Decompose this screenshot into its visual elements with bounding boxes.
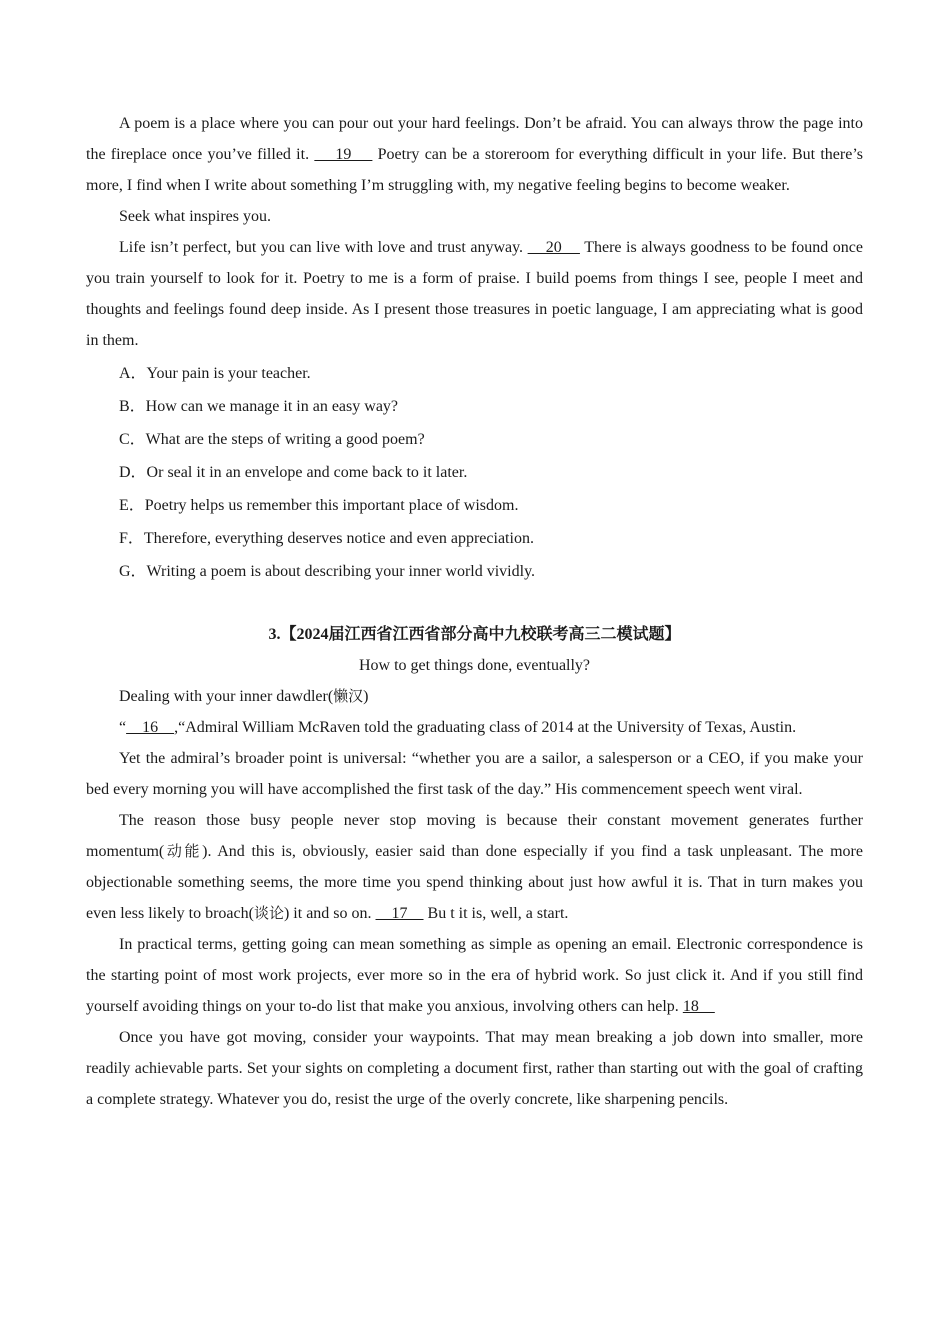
paragraph-subheading-inspires: Seek what inspires you. [119, 208, 271, 225]
document-page [86, 108, 863, 1115]
paragraph-dawdler [86, 681, 863, 712]
paragraph-poem-feelings [86, 108, 863, 201]
option-b: B．How can we manage it in an easy way? [119, 398, 399, 415]
paragraph-yet-admiral: Yet the admiral’s broader point is universal: “whether you are a sailor, a salesperson or a CEO, if you make your bed every morning you will have accomplished the first task of the day.” His commencement speech went viral. [86, 750, 863, 798]
section-spacer [86, 588, 863, 619]
text: ) it and so on. [283, 905, 376, 922]
text: Dealing with your inner dawdler( [119, 688, 334, 705]
text: Bu t it is, well, a start. [423, 905, 569, 922]
text: A poem is a place where you can pour out your hard feelings. Don’t be afraid. You can always throw the page into the fireplace once you’ve filled it. [86, 115, 863, 163]
options-list [86, 357, 863, 588]
text: Poetry can be a storeroom for everything difficult in your life. But there’s more, I find when I write about something I’m struggling with, my negative feeling begins to become weaker. [86, 146, 863, 194]
text: ) [363, 688, 369, 705]
option-f: F．Therefore, everything deserves notice and even appreciation. [119, 530, 534, 547]
question-heading: 3.【2024届江西省江西省部分高中九校联考高三二模试题】 [268, 626, 681, 643]
paragraph-life-not-perfect [86, 232, 863, 356]
blank-18[interactable]: 18 [682, 998, 715, 1015]
paragraph-admiral [86, 712, 863, 743]
paragraph-practical [86, 929, 863, 1022]
paragraph-momentum [86, 805, 863, 929]
blank-16[interactable]: 16 [126, 719, 175, 736]
gloss: 动能 [164, 842, 203, 860]
gloss: 谈论 [253, 904, 284, 922]
text: ). And this is, obviously, easier said than done especially if you find a task unpleasant. The more objectionable something seems, the more time you spend thinking about just how awful it is. That in turn makes you even less likely to broach( [86, 843, 863, 922]
blank-17[interactable]: 17 [375, 905, 424, 922]
option-e: E．Poetry helps us remember this important place of wisdom. [119, 497, 519, 514]
text: ,“Admiral William McRaven told the graduating class of 2014 at the University of Texas, Austin. [174, 719, 797, 736]
text: “ [119, 719, 127, 736]
blank-19[interactable]: 19 [314, 146, 373, 163]
option-d: D．Or seal it in an envelope and come back to it later. [119, 464, 468, 481]
blank-20[interactable]: 20 [527, 239, 580, 256]
text: The reason those busy people never stop moving is because their constant movement generates further momentum( [86, 812, 863, 860]
passage-title: How to get things done, eventually? [358, 657, 591, 674]
option-g: G．Writing a poem is about describing your inner world vividly. [119, 563, 536, 580]
gloss: 懒汉 [333, 687, 364, 705]
option-c: C．What are the steps of writing a good poem? [119, 431, 425, 448]
text: Life isn’t perfect, but you can live with love and trust anyway. [119, 239, 528, 256]
paragraph-waypoints: Once you have got moving, consider your waypoints. That may mean breaking a job down into smaller, more readily achievable parts. Set your sights on completing a document first, rather than starting out with the goal of crafting a complete strategy. Whatever you do, resist the urge of the overly concrete, like sharpening pencils. [86, 1029, 863, 1108]
option-a: A．Your pain is your teacher. [119, 365, 311, 382]
text: There is always goodness to be found once you train yourself to look for it. Poetry to me is a form of praise. I build poems from things I see, people I meet and thoughts and feelings found deep inside. As I present those treasures in poetic language, I am appreciating what is good in them. [86, 239, 864, 349]
text: In practical terms, getting going can mean something as simple as opening an email. Electronic correspondence is the starting point of most work projects, ever more so in the era of hybrid work. So just click it. And if you still find yourself avoiding things on your to-do list that make you anxious, involving others can help. [86, 936, 863, 1015]
